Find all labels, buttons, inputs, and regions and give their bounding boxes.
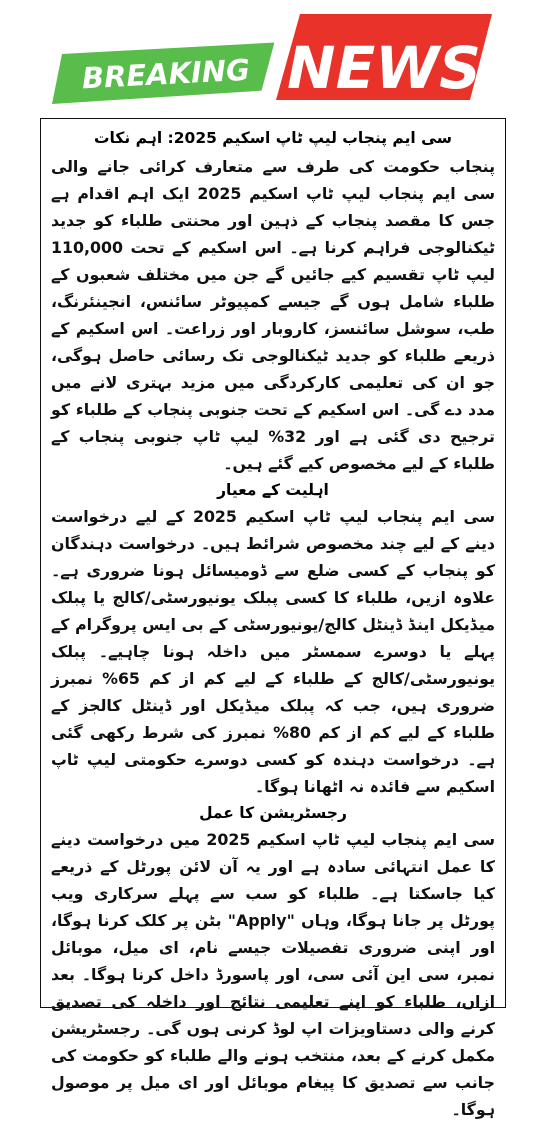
banner-breaking-text: BREAKING [81,52,251,96]
registration-heading: رجسٹریشن کا عمل [199,804,347,822]
article-frame [40,118,506,1119]
banner-news-text: NEWS [287,34,481,102]
breaking-news-banner [0,0,546,118]
eligibility-heading: اہلیت کے معیار [217,481,329,499]
eligibility-paragraph: سی ایم پنجاب لیپ ٹاپ اسکیم 2025 کے لیے درخواست دینے کے لیے چند مخصوص شرائط ہیں۔ درخواست دہندگان کو پنجاب کے کسی ضلع سے ڈومیسائل ہونا ضروری ہے۔ علاوہ ازیں، طلباء کا کسی پبلک یونیورسٹی/کالج یا پبلک میڈیکل اینڈ ڈینٹل کالج/یونیورسٹی کے بی ایس پروگرام کے پہلے یا دوسرے سمسٹر میں داخلہ ہونا چاہیے۔ پبلک یونیورسٹی/کالج کے طلباء کے لیے کم از کم 65% نمبرز ضروری ہیں، جب کہ پبلک میڈیکل اور ڈینٹل کالجز کے طلباء کے لیے کم از کم 80% نمبرز کی شرط رکھی گئی ہے۔ درخواست دہندہ کو کسی دوسرے حکومتی لیپ ٹاپ اسکیم سے فائدہ نہ اٹھانا ہوگا۔ [51,507,495,796]
registration-paragraph: سی ایم پنجاب لیپ ٹاپ اسکیم 2025 میں درخواست دینے کا عمل انتہائی سادہ ہے اور یہ آن لائن پورٹل کے ذریعے کیا جاسکتا ہے۔ طلباء کو سب سے پہلے سرکاری ویب پورٹل پر جانا ہوگا، وہاں "Apply" بٹن پر کلک کرنا ہوگا، اور اپنی ضروری تفصیلات جیسے نام، ای میل، موبائل نمبر، سی این آئی سی، اور پاسورڈ داخل کرنا ہوگا۔ بعد ازاں، طلباء کو اپنے تعلیمی نتائج اور داخلہ کی تصدیق کرنے والی دستاویزات اپ لوڈ کرنی ہوں گی۔ رجسٹریشن مکمل کرنے کے بعد، منتخب ہونے والے طلباء کو حکومت کی جانب سے تصدیق کا پیغام موبائل اور ای میل پر موصول ہوگا۔ [51,830,495,1119]
article-title: سی ایم پنجاب لیپ ٹاپ اسکیم 2025: اہم نکات [93,129,453,147]
intro-paragraph: پنجاب حکومت کی طرف سے متعارف کرائی جانے والی سی ایم پنجاب لیپ ٹاپ اسکیم 2025 ایک اہم اقدام ہے جس کا مقصد پنجاب کے ذہین اور محنتی طلباء کو جدید ٹیکنالوجی فراہم کرنا ہے۔ اس اسکیم کے تحت 110,000 لیپ ٹاپ تقسیم کیے جائیں گے جن میں مختلف شعبوں کے طلباء شامل ہوں گے جیسے کمپیوٹر سائنس، انجینئرنگ، طب، سوشل سائنسز، کاروبار اور زراعت۔ اس اسکیم کے ذریعے طلباء کو جدید ٹیکنالوجی تک رسائی حاصل ہوگی، جو ان کی تعلیمی کارکردگی میں مزید بہتری لانے میں مدد دے گی۔ اس اسکیم کے تحت جنوبی پنجاب کے طلباء کو ترجیح دی گئی ہے اور 32% لیپ ٹاپ جنوبی پنجاب کے طلباء کے لیے مخصوص کیے گئے ہیں۔ [51,157,495,473]
